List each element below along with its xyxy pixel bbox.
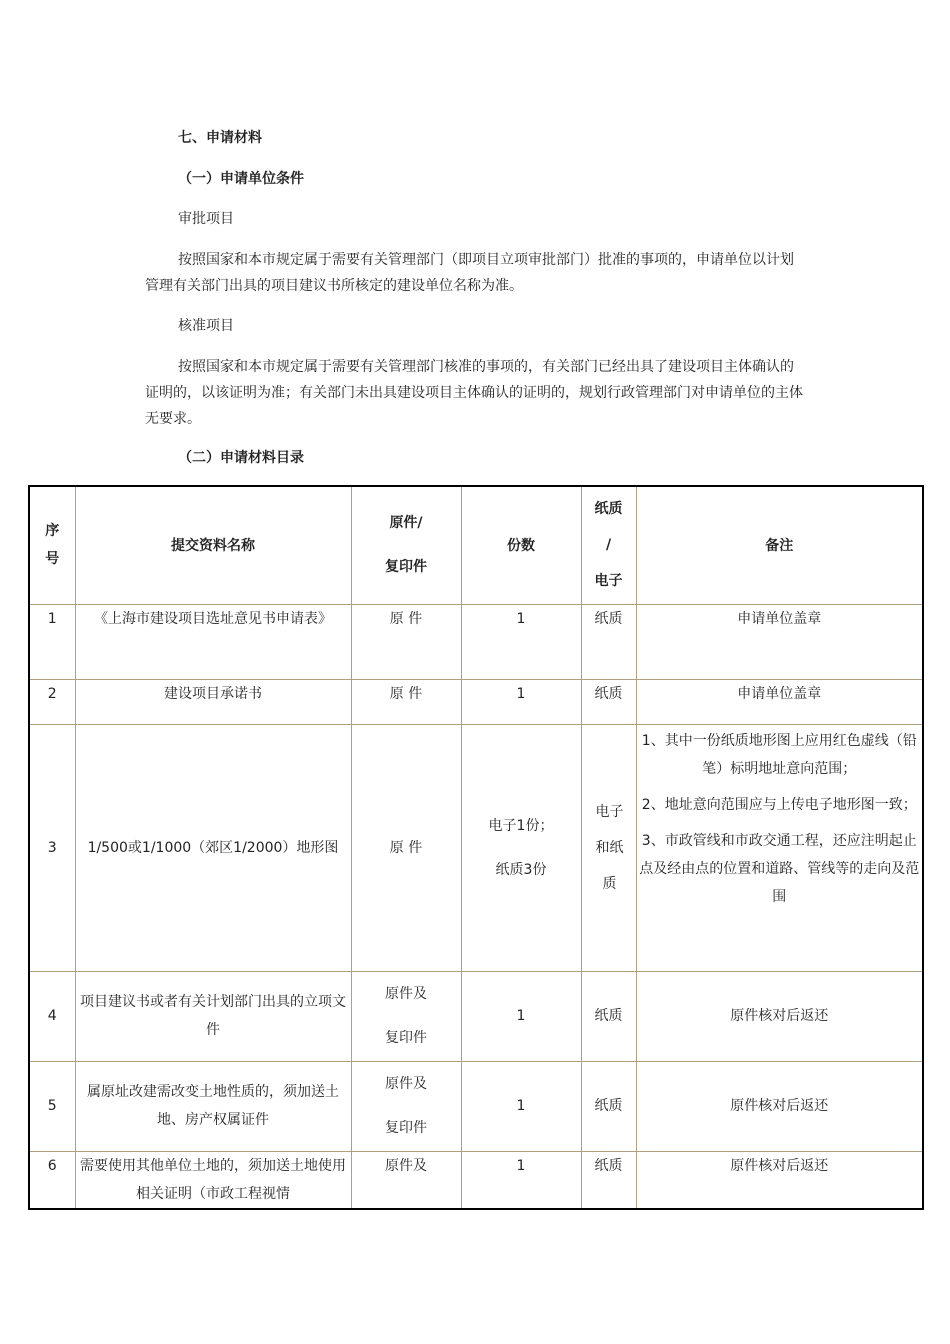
row-remark: 1、其中一份纸质地形图上应用红色虚线（铅笔）标明地址意向范围； 2、地址意向范围应与上传电子地形图一致； 3、市政管线和市政交通工程，还应注明起止点及经由点的位置和道路、管线等的走向及范围 [636, 724, 923, 971]
row-name: 1/500或1/1000（郊区1/2000）地形图 [75, 724, 351, 971]
header-no: 序号 [29, 486, 75, 604]
row-copies: 1 [461, 679, 581, 724]
row-remark: 原件核对后返还 [636, 1151, 923, 1209]
row-copies: 1 [461, 604, 581, 679]
table-row [29, 604, 923, 679]
header-remark: 备注 [636, 486, 923, 604]
row-media: 纸质 [581, 1151, 636, 1209]
table-row [29, 724, 923, 971]
row-copies: 1 [461, 1061, 581, 1151]
row-media: 电子和纸质 [581, 724, 636, 971]
table-row [29, 1151, 923, 1209]
row-copies: 1 [461, 1151, 581, 1209]
header-name: 提交资料名称 [75, 486, 351, 604]
section-title: 七、申请材料 [178, 130, 262, 146]
verify-paragraph: 按照国家和本市规定属于需要有关管理部门核准的事项的，有关部门已经出具了建设项目主体确认的证明的，以该证明为准；有关部门未出具建设项目主体确认的证明的，规划行政管理部门对申请单位的主体无要求。 [145, 359, 803, 427]
row-original: 原 件 [351, 724, 461, 971]
header-original: 原件/ 复印件 [351, 486, 461, 604]
row-remark: 申请单位盖章 [636, 679, 923, 724]
row-original: 原 件 [351, 679, 461, 724]
materials-table [28, 485, 924, 1210]
row-no: 5 [29, 1061, 75, 1151]
row-remark: 申请单位盖章 [636, 604, 923, 679]
row-no: 1 [29, 604, 75, 679]
subsection-title-conditions: （一）申请单位条件 [178, 171, 304, 187]
row-remark: 原件核对后返还 [636, 971, 923, 1061]
row-original: 原件及 [351, 1151, 461, 1209]
row-original: 原件及 复印件 [351, 971, 461, 1061]
row-original: 原 件 [351, 604, 461, 679]
table-row [29, 971, 923, 1061]
row-original: 原件及 复印件 [351, 1061, 461, 1151]
approval-paragraph: 按照国家和本市规定属于需要有关管理部门（即项目立项审批部门）批准的事项的，申请单位以计划管理有关部门出具的项目建议书所核定的建设单位名称为准。 [145, 252, 794, 294]
header-media: 纸质 / 电子 [581, 486, 636, 604]
row-name: 属原址改建需改变土地性质的，须加送土地、房产权属证件 [75, 1061, 351, 1151]
row-copies: 1 [461, 971, 581, 1061]
row-media: 纸质 [581, 679, 636, 724]
row-name: 《上海市建设项目选址意见书申请表》 [75, 604, 351, 679]
table-header-row [29, 486, 923, 604]
header-copies: 份数 [461, 486, 581, 604]
row-name: 需要使用其他单位土地的，须加送土地使用相关证明（市政工程视情 [75, 1151, 351, 1209]
verify-heading: 核准项目 [178, 318, 234, 334]
row-name: 建设项目承诺书 [75, 679, 351, 724]
row-media: 纸质 [581, 1061, 636, 1151]
row-no: 3 [29, 724, 75, 971]
row-copies: 电子1份； 纸质3份 [461, 724, 581, 971]
row-no: 2 [29, 679, 75, 724]
approval-heading: 审批项目 [178, 211, 234, 227]
row-media: 纸质 [581, 971, 636, 1061]
row-no: 6 [29, 1151, 75, 1209]
row-name: 项目建议书或者有关计划部门出具的立项文件 [75, 971, 351, 1061]
row-media: 纸质 [581, 604, 636, 679]
table-row [29, 1061, 923, 1151]
subsection-title-materials: （二）申请材料目录 [178, 450, 304, 466]
row-no: 4 [29, 971, 75, 1061]
table-row [29, 679, 923, 724]
row-remark: 原件核对后返还 [636, 1061, 923, 1151]
